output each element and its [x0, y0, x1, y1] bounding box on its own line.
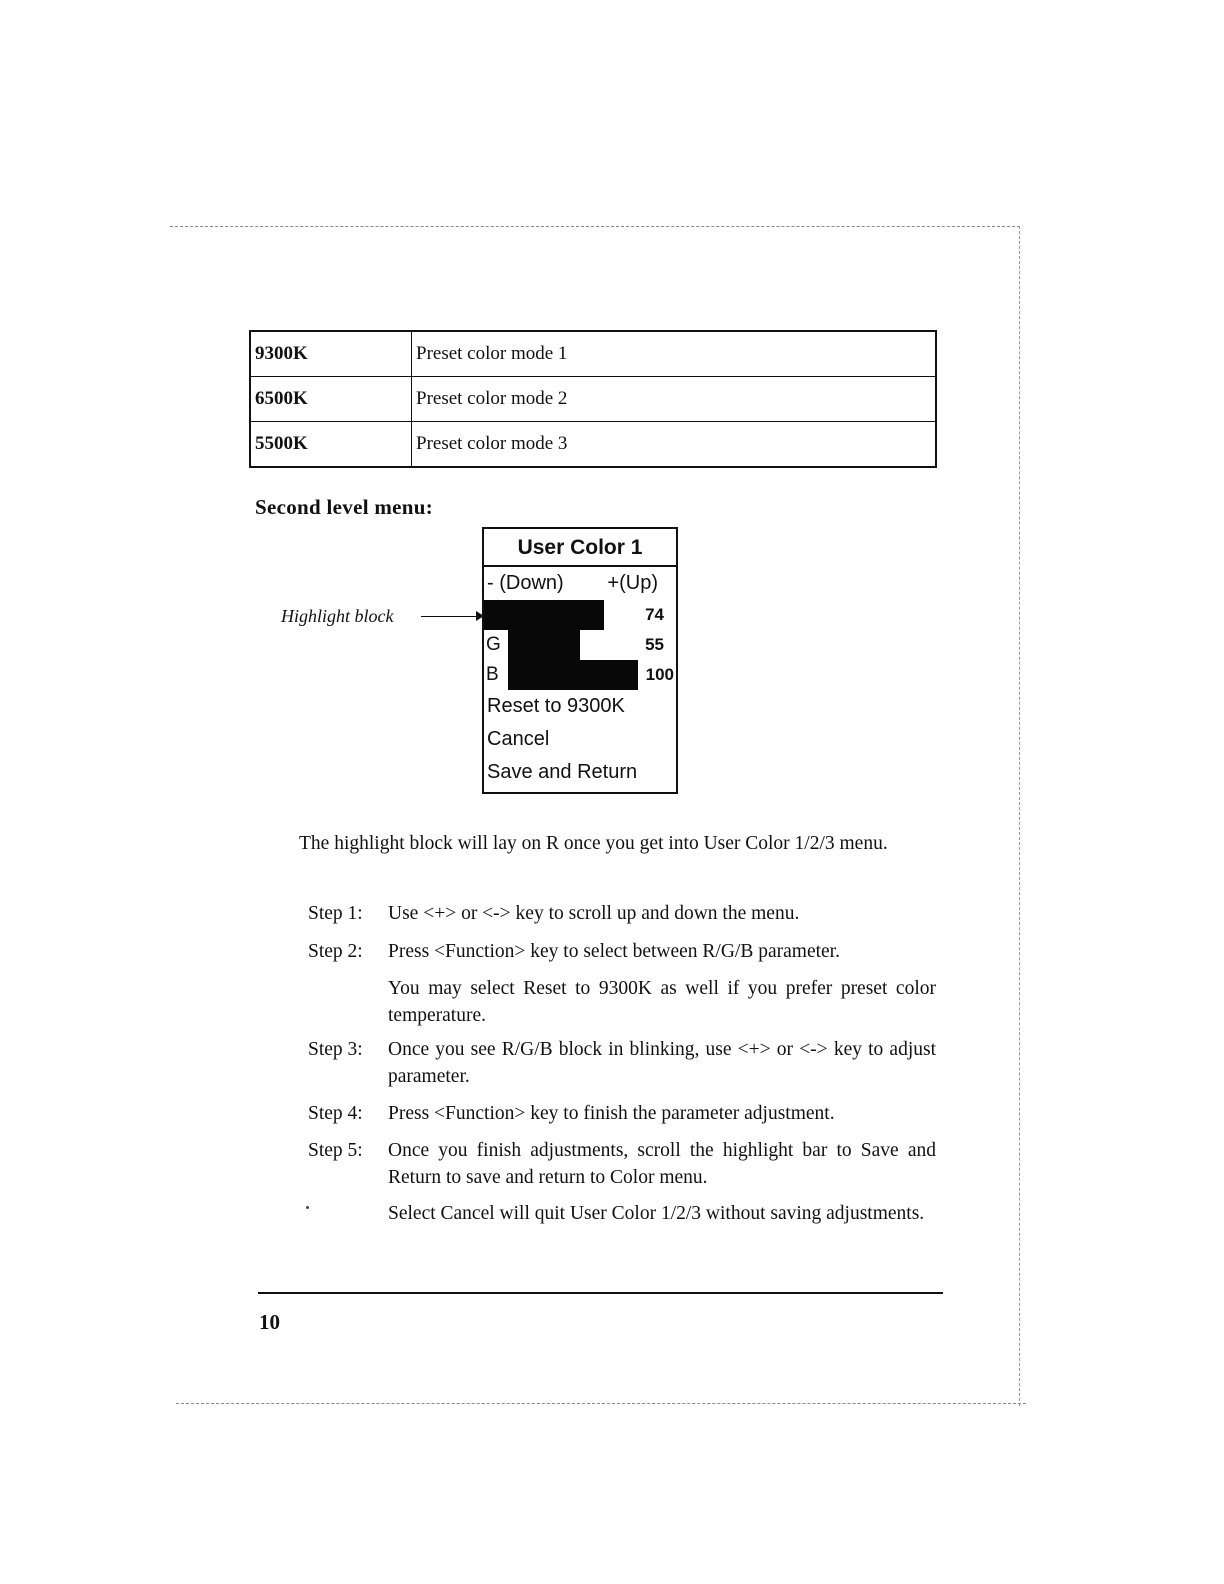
description-cell: Preset color mode 3 — [412, 422, 937, 468]
step-text: Once you finish adjustments, scroll the highlight bar to Save and Return to save and return to Color menu. — [388, 1140, 936, 1188]
table-row — [250, 377, 936, 422]
channel-row-b — [484, 660, 676, 690]
stray-dot — [306, 1206, 309, 1209]
step-label: Step 5: — [308, 1140, 363, 1161]
step-label: Step 3: — [308, 1039, 363, 1060]
mode-cell: 5500K — [250, 422, 412, 468]
step-4 — [308, 1100, 948, 1130]
table-row — [250, 331, 936, 377]
step-1 — [308, 900, 948, 930]
step-5 — [308, 1137, 948, 1193]
step-5-note: Select Cancel will quit User Color 1/2/3 without saving adjustments. — [388, 1203, 925, 1224]
step-text: Once you see R/G/B block in blinking, use <+> or <-> key to adjust parameter. — [388, 1039, 936, 1087]
channel-row-r — [484, 600, 676, 630]
channel-value: 74 — [645, 605, 664, 624]
channel-letter: B — [486, 664, 499, 685]
step-text: Press <Function> key to finish the parameter adjustment. — [388, 1103, 835, 1124]
step-text: Press <Function> key to select between R/G/B parameter. — [388, 941, 840, 962]
step-label: Step 1: — [308, 903, 363, 924]
section-heading: Second level menu: — [255, 495, 434, 519]
step-label: Step 2: — [308, 941, 363, 962]
description-cell: Preset color mode 2 — [412, 377, 937, 422]
up-label: +(Up) — [607, 572, 658, 594]
channel-bar-g — [508, 630, 580, 660]
step-2-note: You may select Reset to 9300K as well if you prefer preset color temperature. — [388, 978, 936, 1026]
osd-nav-row — [484, 567, 676, 600]
right-scan-border — [1019, 226, 1020, 1406]
footer-rule — [258, 1292, 943, 1294]
top-scan-border — [170, 226, 1020, 227]
color-mode-table — [249, 330, 937, 468]
channel-value: 100 — [645, 665, 674, 684]
osd-item-save-return: Save and Return — [487, 761, 638, 783]
annotation-arrow — [421, 616, 479, 617]
step-text: Use <+> or <-> key to scroll up and down the menu. — [388, 903, 800, 924]
osd-title: User Color 1 — [484, 529, 676, 567]
osd-item-reset: Reset to 9300K — [487, 695, 625, 717]
channel-bar-b — [508, 660, 638, 690]
channel-bar-r — [484, 600, 604, 630]
down-label: - (Down) — [487, 572, 564, 594]
bottom-scan-border — [176, 1403, 1026, 1404]
channel-row-g — [484, 630, 676, 660]
description-cell: Preset color mode 1 — [412, 331, 937, 377]
table-row — [250, 422, 936, 468]
highlight-block-annotation: Highlight block — [281, 606, 394, 626]
channel-letter: G — [486, 634, 501, 655]
user-color-osd-menu — [482, 527, 678, 794]
mode-cell: 9300K — [250, 331, 412, 377]
channel-value: 55 — [645, 635, 664, 654]
step-3 — [308, 1036, 948, 1092]
intro-paragraph: The highlight block will lay on R once you get into User Color 1/2/3 menu. — [299, 833, 888, 854]
step-label: Step 4: — [308, 1103, 363, 1124]
page-number: 10 — [259, 1310, 280, 1334]
osd-item-cancel: Cancel — [487, 728, 550, 750]
mode-cell: 6500K — [250, 377, 412, 422]
step-2 — [308, 938, 948, 968]
